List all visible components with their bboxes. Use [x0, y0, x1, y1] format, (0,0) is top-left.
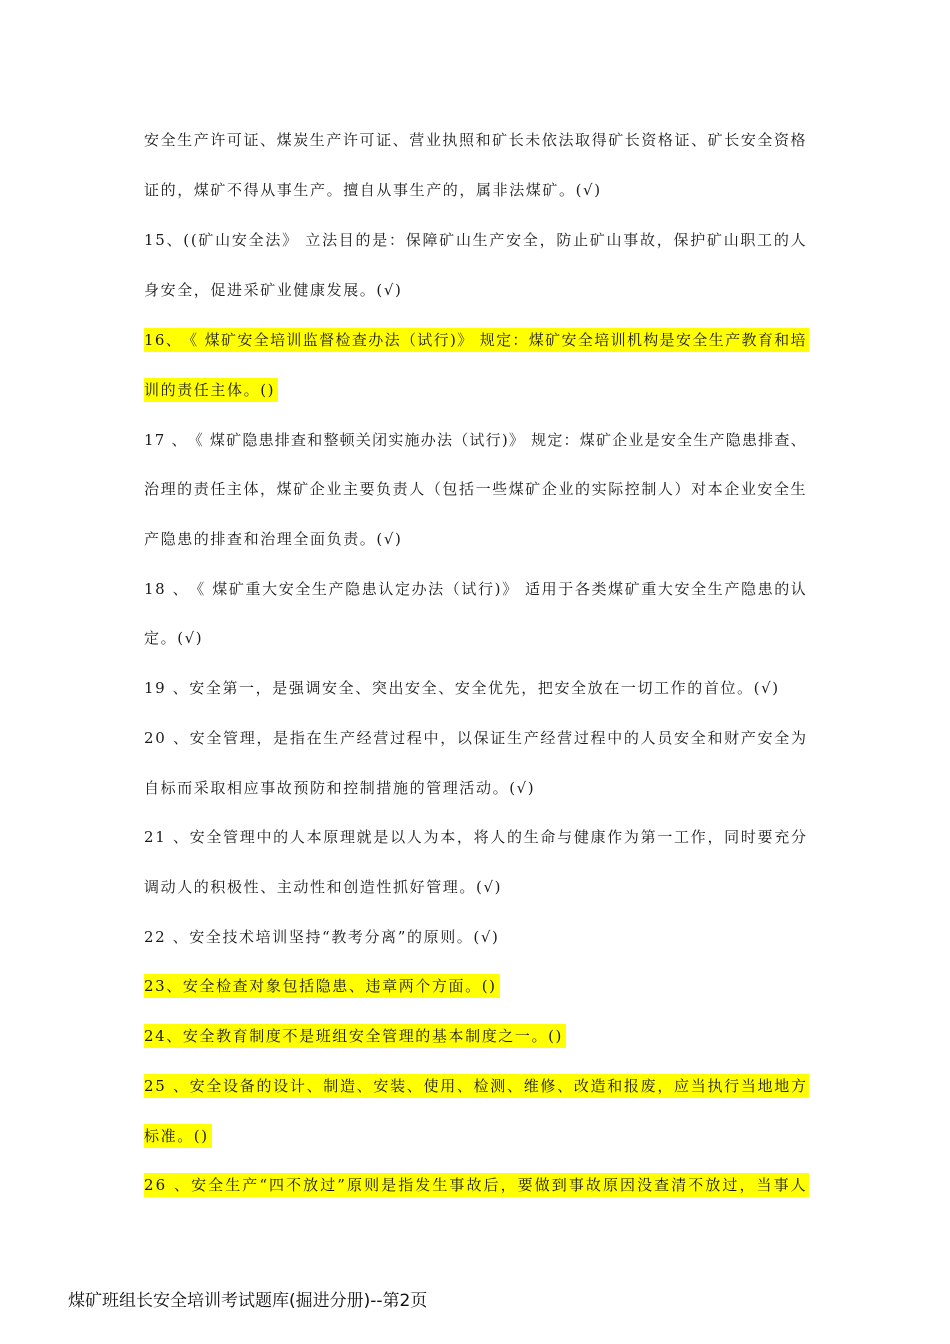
text-line-18: 23、安全检查对象包括隐患、违章两个方面。()	[144, 974, 500, 998]
text-line-17: 22 、安全技术培训坚持“教考分离”的原则。(√)	[144, 928, 500, 946]
text-line-20: 2 5 、 安 全 设 备 的 设 计 、 制 造 、 安 装 、 使 用 、 检 测 、 维 修 、 改 造 和 报 废 ， 应 当 执 行 当 地 地 方	[144, 1074, 809, 1098]
text-line-21: 标准。()	[144, 1124, 212, 1148]
text-line-16: 调动人的积极性、主动性和创造性抓好管理。(√)	[144, 878, 503, 896]
text-line-19: 24、安全教育制度不是班组安全管理的基本制度之一。()	[144, 1024, 566, 1048]
text-line-22: 2 6 、 安 全 生 产 “ 四 不 放 过 ” 原 则 是 指 发 生 事 故 后 ， 要 做 到 事 故 原 因 没 查 清 不 放 过 ， 当 事 人	[144, 1173, 809, 1197]
text-line-10: 1 8 、 《 煤 矿 重 大 安 全 生 产 隐 患 认 定 办 法 （ 试 行 ) 》 适 用 于 各 类 煤 矿 重 大 安 全 生 产 隐 患 的 认	[144, 580, 806, 598]
text-line-6: 训的责任主体。()	[144, 378, 278, 402]
page-footer: 煤矿班组长安全培训考试题库(掘进分册)--第2页	[68, 1291, 428, 1311]
text-line-15: 2 1 、 安 全 管 理 中 的 人 本 原 理 就 是 以 人 为 本 ， 将 人 的 生 命 与 健 康 作 为 第 一 工 作 ， 同 时 要 充 分	[144, 828, 806, 846]
text-line-12: 19 、安全第一，是强调安全、突出安全、安全优先，把安全放在一切工作的首位。(√)	[144, 679, 780, 697]
text-line-7: 1 7 、 《 煤 矿 隐 患 排 查 和 整 顿 关 闭 实 施 办 法 （ 试 行 ) 》 规 定 ： 煤 矿 企 业 是 安 全 生 产 隐 患 排 查 、	[144, 431, 806, 449]
text-line-2: 证的，煤矿不得从事生产。擅自从事生产的，属非法煤矿。(√)	[144, 181, 602, 199]
text-line-9: 产隐患的排查和治理全面负责。(√)	[144, 530, 403, 548]
text-line-4: 身安全，促进采矿业健康发展。(√)	[144, 281, 403, 299]
text-line-13: 2 0 、 安 全 管 理 ， 是 指 在 生 产 经 营 过 程 中 ， 以 保 证 生 产 经 营 过 程 中 的 人 员 安 全 和 财 产 安 全 为	[144, 729, 806, 747]
text-line-11: 定。(√)	[144, 629, 204, 647]
text-line-1: 安 全 生 产 许 可 证 、 煤 炭 生 产 许 可 证 、 营 业 执 照 和 矿 长 未 依 法 取 得 矿 长 资 格 证 、 矿 长 安 全 资 格	[144, 131, 806, 149]
text-line-14: 自标而采取相应事故预防和控制措施的管理活动。(√)	[144, 779, 536, 797]
text-line-3: 1 5 、 ( ( 矿 山 安 全 法 》 立 法 目 的 是 ： 保 障 矿 山 生 产 安 全 ， 防 止 矿 山 事 故 ， 保 护 矿 山 职 工 的 人	[144, 231, 806, 249]
text-line-8: 治 理 的 责 任 主 体 ， 煤 矿 企 业 主 要 负 责 人 （ 包 括 一 些 煤 矿 企 业 的 实 际 控 制 人 ） 对 本 企 业 安 全 生	[144, 480, 806, 498]
text-line-5: 1 6 、 《 煤 矿 安 全 培 训 监 督 检 查 办 法 （ 试 行 ) 》 规 定 ： 煤 矿 安 全 培 训 机 构 是 安 全 生 产 教 育 和 培	[144, 328, 809, 352]
